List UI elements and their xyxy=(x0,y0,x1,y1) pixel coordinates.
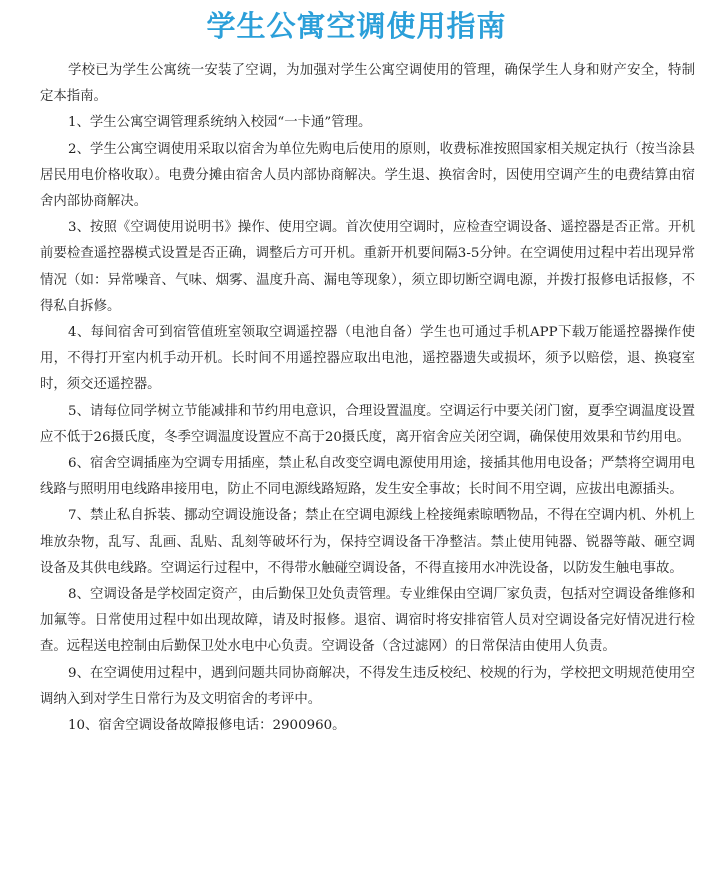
rule-5-paragraph: 5、请每位同学树立节能减排和节约用电意识，合理设置温度。空调运行中要关闭门窗，夏季空调温度设置应不低于26摄氏度，冬季空调温度设置应不高于20摄氏度，离开宿舍应关闭空调，确保使用效果和节约用电。 xyxy=(40,403,695,445)
rule-2-paragraph: 2、学生公寓空调使用采取以宿舍为单位先购电后使用的原则，收费标准按照国家相关规定执行（按当涂县居民用电价格收取）。电费分摊由宿舍人员内部协商解决。学生退、换宿舍时，因使用空调产生的电费结算由宿舍内部协商解决。 xyxy=(40,141,695,210)
rule-6-paragraph: 6、宿舍空调插座为空调专用插座，禁止私自改变空调电源使用用途，接插其他用电设备；严禁将空调用电线路与照明用电线路串接用电，防止不同电源线路短路，发生安全事故；长时间不用空调，应拔出电源插头。 xyxy=(40,456,695,498)
rule-3-paragraph: 3、按照《空调使用说明书》操作、使用空调。首次使用空调时，应检查空调设备、遥控器是否正常。开机前要检查遥控器模式设置是否正确，调整后方可开机。重新开机要间隔3-5分钟。在空调使用过程中若出现异常情况（如：异常噪音、气味、烟雾、温度升高、漏电等现象），须立即切断空调电源，并拨打报修电话报修，不得私自拆修。 xyxy=(40,220,695,314)
rule-4-paragraph: 4、每间宿舍可到宿管值班室领取空调遥控器（电池自备）学生也可通过手机APP下载万能遥控器操作使用，不得打开室内机手动开机。长时间不用遥控器应取出电池，遥控器遗失或损坏，须予以赔偿，退、换寝室时，须交还遥控器。 xyxy=(40,325,695,393)
intro-paragraph: 学校已为学生公寓统一安装了空调，为加强对学生公寓空调使用的管理，确保学生人身和财产安全，特制定本指南。 xyxy=(40,63,695,105)
rule-9-paragraph: 9、在空调使用过程中，遇到问题共同协商解决，不得发生违反校纪、校规的行为，学校把文明规范使用空调纳入到对学生日常行为及文明宿舍的考评中。 xyxy=(40,665,695,707)
rule-1-paragraph: 1、学生公寓空调管理系统纳入校园“一卡通”管理。 xyxy=(68,115,372,131)
rule-8-paragraph: 8、空调设备是学校固定资产，由后勤保卫处负责管理。专业维保由空调厂家负责，包括对空调设备维修和加氟等。日常使用过程中如出现故障，请及时报修。退宿、调宿时将安排宿管人员对空调设备完好情况进行检查。远程送电控制由后勤保卫处水电中心负责。空调设备（含过滤网）的日常保洁由使用人负责。 xyxy=(40,587,695,655)
rule-7-paragraph: 7、禁止私自拆装、挪动空调设施设备；禁止在空调电源线上栓接绳索晾晒物品，不得在空调内机、外机上堆放杂物，乱写、乱画、乱贴、乱刻等破坏行为，保持空调设备干净整洁。禁止使用钝器、锐器等敲、砸空调设备及其供电线路。空调运行过程中，不得带水触碰空调设备，不得直接用水冲洗设备，以防发生触电事故。 xyxy=(40,508,695,576)
document-body xyxy=(40,58,695,739)
repair-phone-paragraph: 10、宿舍空调设备故障报修电话：2900960。 xyxy=(68,718,346,734)
page-title: 学生公寓空调使用指南 xyxy=(206,9,507,43)
